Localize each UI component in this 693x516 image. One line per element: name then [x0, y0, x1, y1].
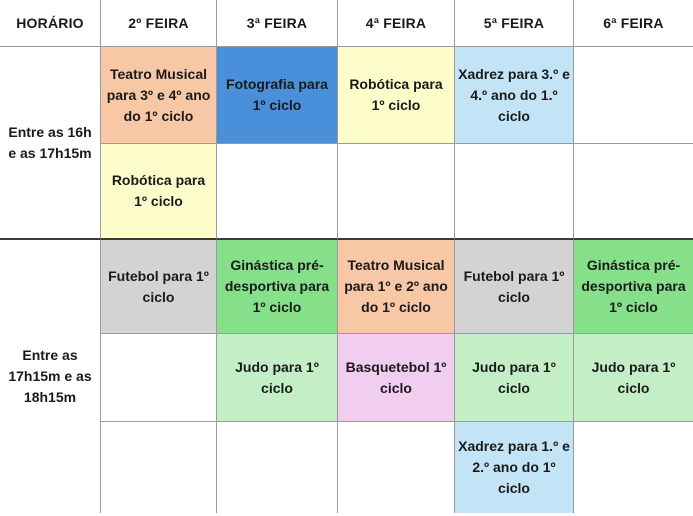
empty-cell: [101, 334, 217, 422]
header-tuesday: 3ª FEIRA: [217, 0, 338, 47]
activity-robotica-wed: Robótica para 1º ciclo: [338, 47, 455, 144]
activity-teatro-musical-3-4: Teatro Musical para 3º e 4º ano do 1º ciclo: [101, 47, 217, 144]
empty-cell: [217, 422, 338, 513]
activity-ginastica-fri: Ginástica pré-desportiva para 1º ciclo: [574, 240, 693, 334]
header-horario: HORÁRIO: [0, 0, 101, 47]
header-thursday: 5ª FEIRA: [455, 0, 574, 47]
empty-cell: [455, 144, 574, 240]
activity-xadrez-3-4: Xadrez para 3.º e 4.º ano do 1.º ciclo: [455, 47, 574, 144]
header-friday: 6ª FEIRA: [574, 0, 693, 47]
empty-cell: [574, 144, 693, 240]
activity-futebol-mon: Futebol para 1º ciclo: [101, 240, 217, 334]
empty-cell: [217, 144, 338, 240]
activity-basquetebol: Basquetebol 1º ciclo: [338, 334, 455, 422]
activity-futebol-thu: Futebol para 1º ciclo: [455, 240, 574, 334]
activity-ginastica-tue: Ginástica pré-desportiva para 1º ciclo: [217, 240, 338, 334]
time-slot-2: Entre as 17h15m e as 18h15m: [0, 240, 101, 513]
activity-xadrez-1-2: Xadrez para 1.º e 2.º ano do 1º ciclo: [455, 422, 574, 513]
empty-cell: [338, 422, 455, 513]
header-monday: 2º FEIRA: [101, 0, 217, 47]
activity-teatro-musical-1-2: Teatro Musical para 1º e 2º ano do 1º ciclo: [338, 240, 455, 334]
activity-robotica-mon: Robótica para 1º ciclo: [101, 144, 217, 240]
activity-judo-fri: Judo para 1º ciclo: [574, 334, 693, 422]
empty-cell: [101, 422, 217, 513]
activity-fotografia: Fotografia para 1º ciclo: [217, 47, 338, 144]
activity-judo-tue: Judo para 1º ciclo: [217, 334, 338, 422]
header-wednesday: 4ª FEIRA: [338, 0, 455, 47]
activity-judo-thu: Judo para 1º ciclo: [455, 334, 574, 422]
empty-cell: [574, 422, 693, 513]
time-slot-1: Entre as 16h e as 17h15m: [0, 47, 101, 240]
empty-cell: [574, 47, 693, 144]
empty-cell: [338, 144, 455, 240]
